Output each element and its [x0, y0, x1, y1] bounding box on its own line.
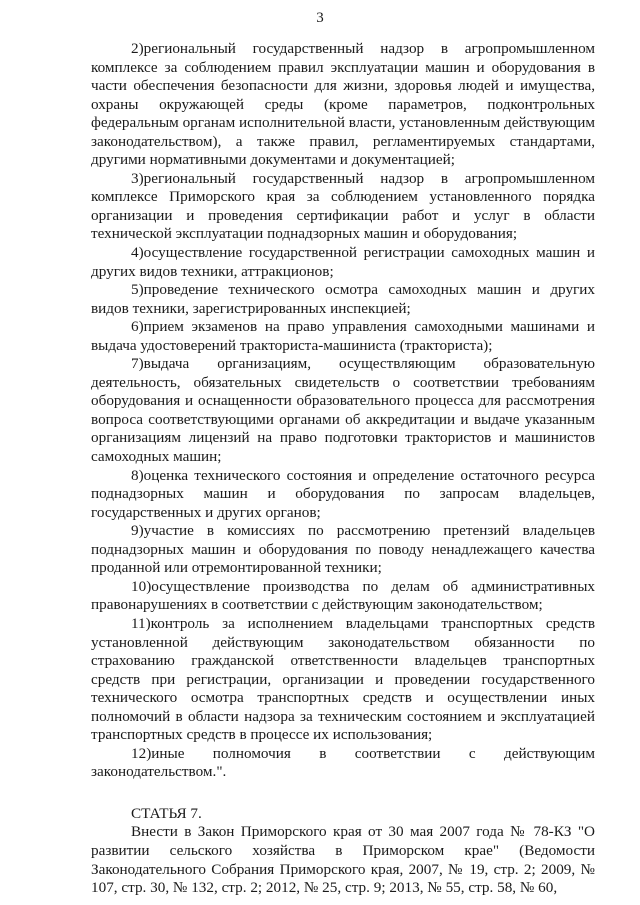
list-item: 10)осуществление производства по делам об административных правонарушениях в соответствии с действующим законодательством;: [91, 577, 595, 614]
document-body: [91, 40, 595, 898]
list-item: 11)контроль за исполнением владельцами транспортных средств установленной действующим законодательством обязанности по страхованию гражданской ответственности владельцев транспортных средств при регистрации, организации и проведении государственного технического осмотра транспортных средств и осуществлении иных полномочий в области надзора за техническим состоянием и эксплуатацией транспортных средств в процессе их использования;: [91, 614, 595, 744]
list-item: 4)осуществление государственной регистрации самоходных машин и других видов техники, аттракционов;: [91, 244, 595, 280]
list-item: 3)региональный государственный надзор в агропромышленном комплексе Приморского края за соблюдением установленного порядка организации и проведения сертификации работ и услуг в области технической эксплуатации поднадзорных машин и оборудования;: [91, 169, 595, 243]
list-item: 2)региональный государственный надзор в агропромышленном комплексе за соблюдением правил эксплуатации машин и оборудования в части обеспечения безопасности для жизни, здоровья людей и имущества, охраны окружающей среды (кроме параметров, подконтрольных федеральным органам исполнительной власти, установленным действующим законодательством), а также правил, регламентируемых стандартами, другими нормативными документами и документацией;: [91, 40, 595, 169]
list-item: 9)участие в комиссиях по рассмотрению претензий владельцев поднадзорных машин и оборудования по поводу ненадлежащего качества проданной или отремонтированной техники;: [91, 522, 595, 577]
article-paragraph: Внести в Закон Приморского края от 30 мая 2007 года № 78-КЗ "О развитии сельского хозяйства в Приморском крае" (Ведомости Законодательного Собрания Приморского края, 2007, № 19, стр. 2; 2009, № 107, стр. 30, № 132, стр. 2; 2012, № 25, стр. 9; 2013, № 55, стр. 58, № 60,: [91, 823, 595, 897]
list-item: 6)прием экзаменов на право управления самоходными машинами и выдача удостоверений тракториста-машиниста (тракториста);: [91, 318, 595, 354]
list-item: 7)выдача организациям, осуществляющим образовательную деятельность, обязательных свидетельств о соответствии требованиям оборудования и оснащенности образовательного процесса для рассмотрения вопроса соответствующими органами об аккредитации и выдаче указанным организациям лицензий на право подготовки трактористов и машинистов самоходных машин;: [91, 355, 595, 466]
article-heading: СТАТЬЯ 7.: [131, 804, 202, 822]
list-item: 8)оценка технического состояния и определение остаточного ресурса поднадзорных машин и оборудования по запросам владельцев, государственных и других органов;: [91, 466, 595, 521]
list-item: 12)иные полномочия в соответствии с действующим законодательством.".: [91, 744, 595, 781]
list-item: 5)проведение технического осмотра самоходных машин и других видов техники, зарегистрированных инспекцией;: [91, 281, 595, 317]
page-number: 3: [316, 10, 324, 26]
